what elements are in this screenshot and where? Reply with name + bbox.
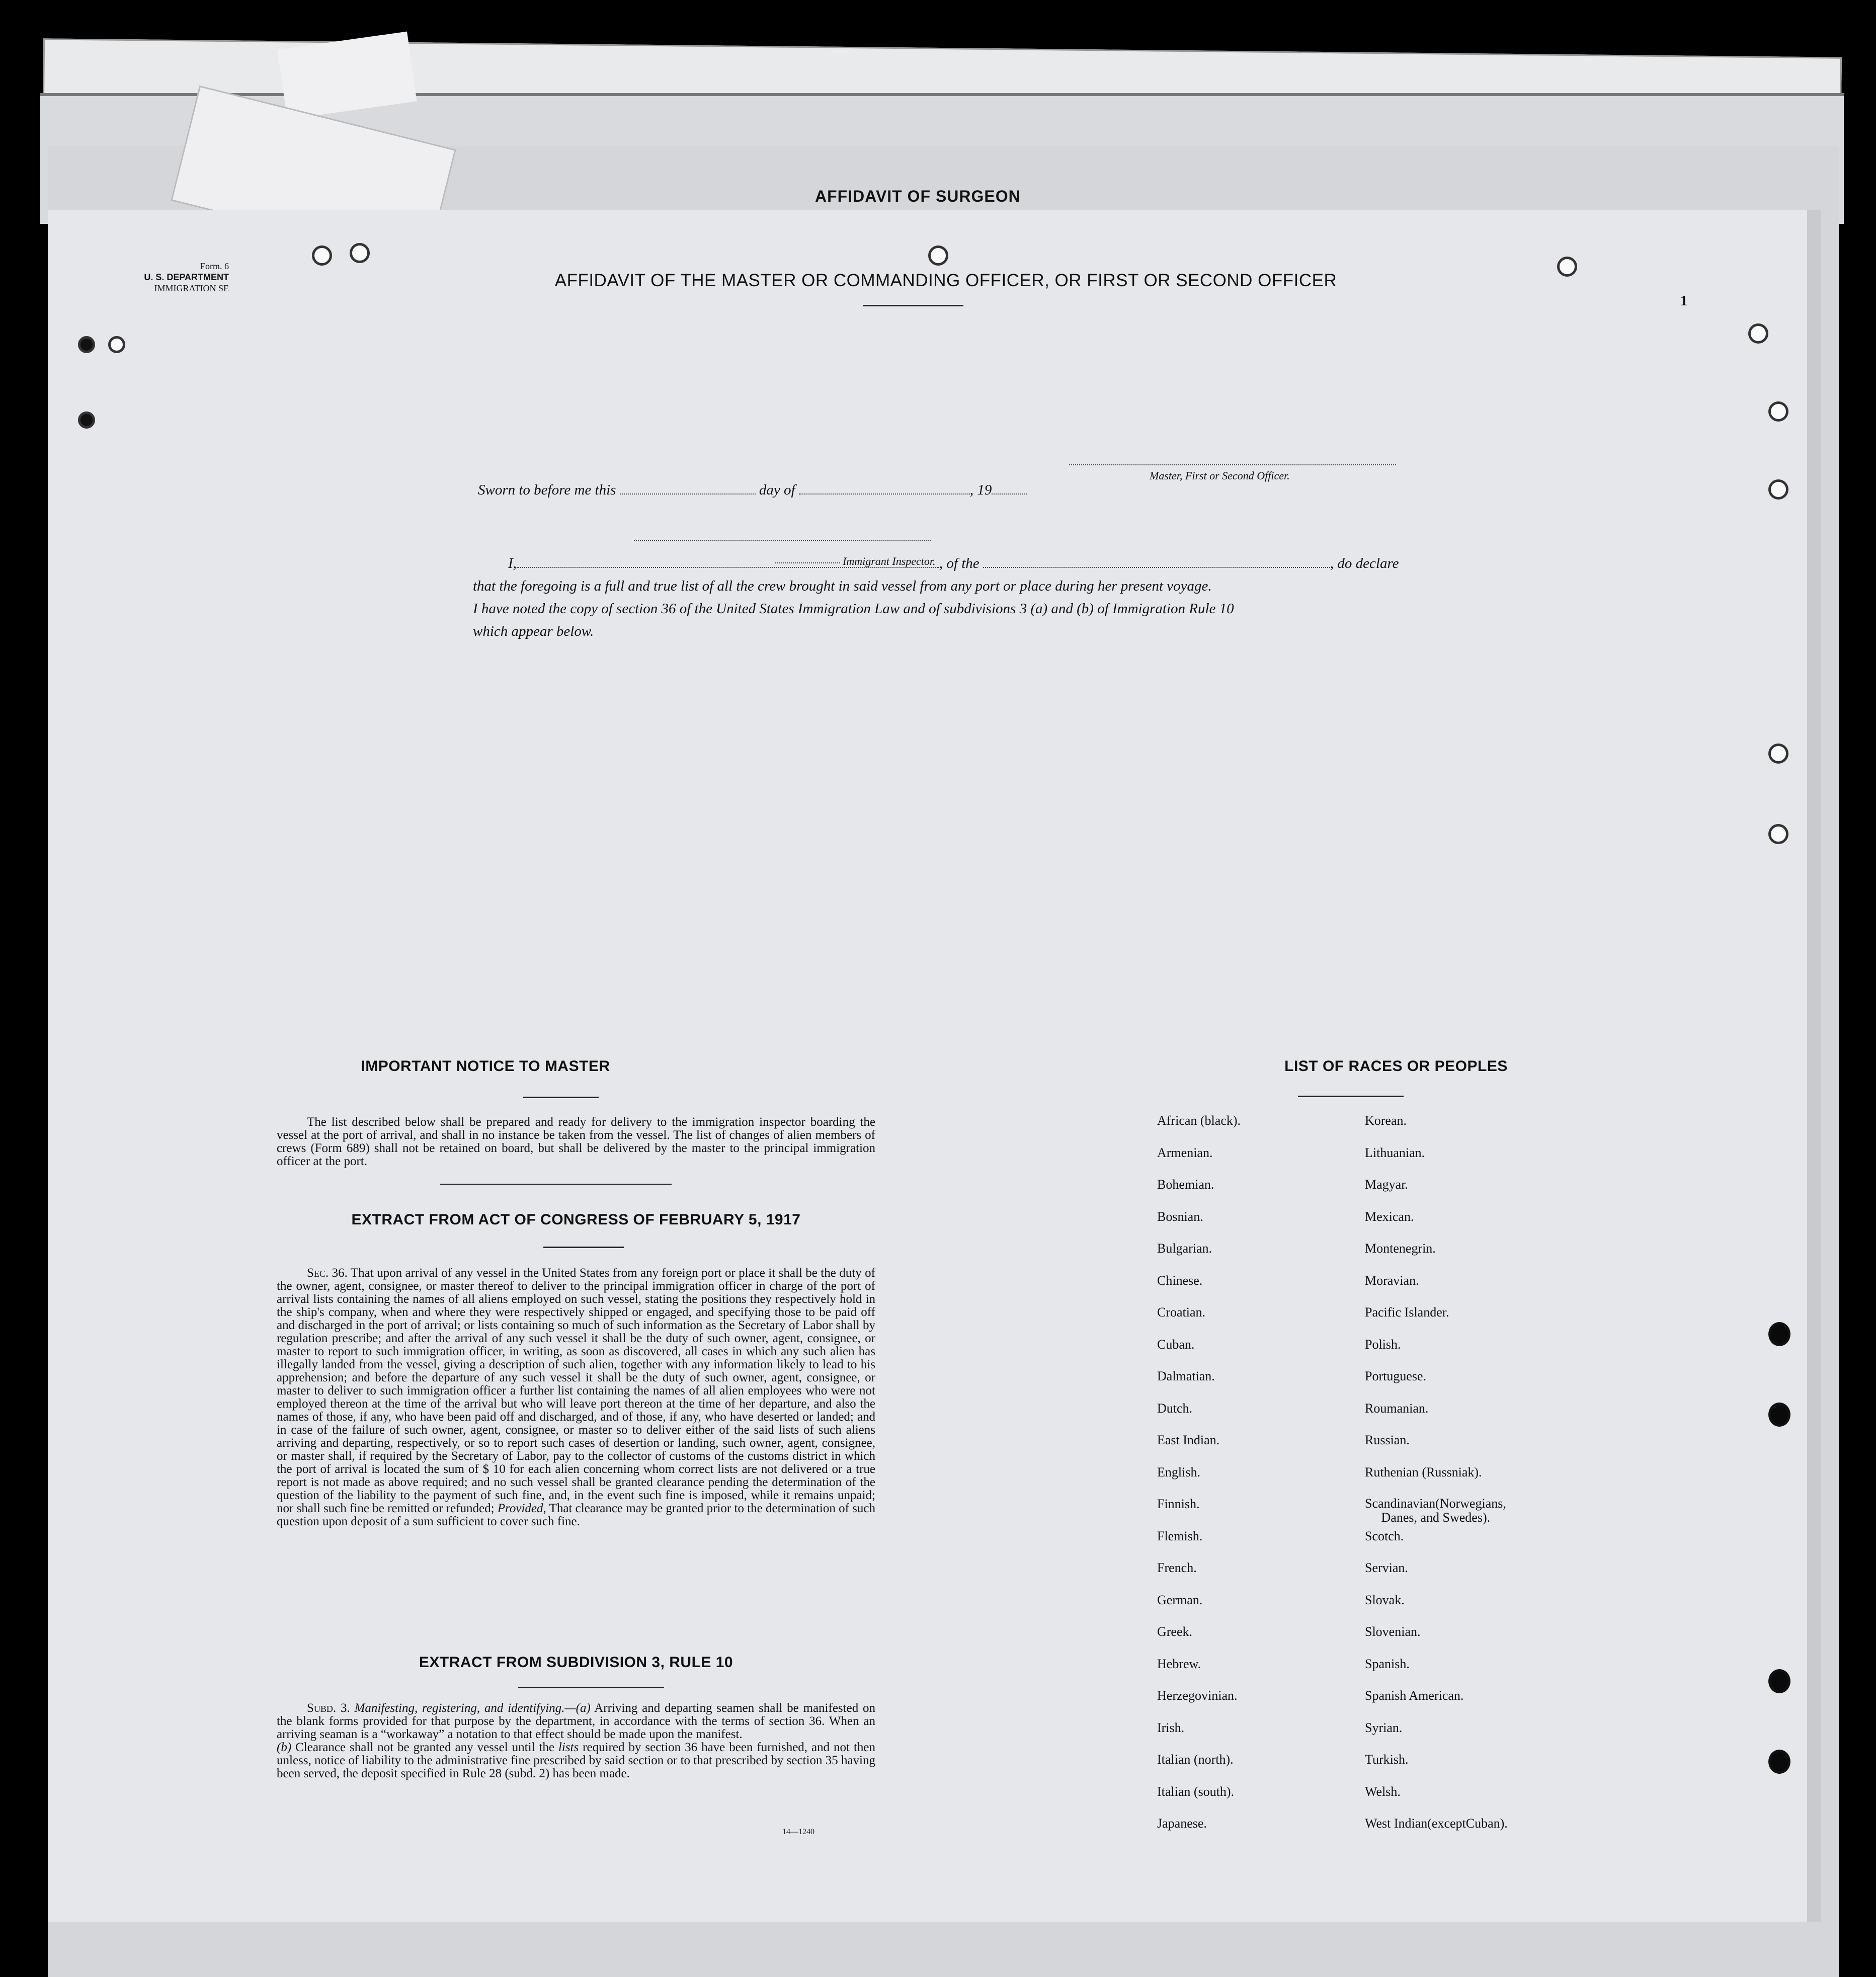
punch-hole-icon [1768, 1322, 1790, 1346]
sworn-year-label: , 19 [969, 482, 992, 498]
race-item: Japanese. [1157, 1816, 1207, 1831]
race-item: Mexican. [1365, 1209, 1414, 1224]
punch-hole-icon [1768, 1669, 1790, 1693]
section-separator [440, 1184, 672, 1185]
race-item: African (black). [1157, 1113, 1241, 1128]
master-caption: Master, First or Second Officer. [1150, 469, 1290, 482]
subd-a-text: Arriving and departing seamen shall be manifested on the blank forms provided for that purpose by the department, in accordance with the terms of section 36. When an arriving seaman is a “workaway” a notation to that effect should be made upon the manifest. [277, 1701, 876, 1741]
declare-do-declare: , do declare [1330, 555, 1399, 571]
service-label: IMMIGRATION SE [154, 283, 229, 293]
race-item: Slovenian. [1365, 1624, 1421, 1639]
race-item: Turkish. [1365, 1752, 1409, 1767]
race-item: Dutch. [1157, 1401, 1193, 1416]
race-item: Italian (south). [1157, 1784, 1235, 1799]
sworn-day-of: day of [759, 482, 795, 498]
race-item: East Indian. [1157, 1433, 1220, 1447]
race-item: French. [1157, 1560, 1197, 1575]
race-item: Pacific Islander. [1365, 1305, 1449, 1320]
punch-hole-icon [1768, 1750, 1790, 1774]
race-item: Moravian. [1365, 1273, 1419, 1288]
form-number: Form. 6 [200, 261, 229, 271]
notice-divider [523, 1097, 599, 1098]
subd-label: Subd. 3. [307, 1701, 350, 1715]
punch-hole-icon [1557, 257, 1577, 277]
sec-36-text: That upon arrival of any vessel in the United States from any foreign port or place it shall be the duty of the owner, agent, consignee, or master thereof to deliver to the principal immigration officer in charge of the port of arrival lists containing the names of all aliens employed on such vessel, stating the positions they respectively hold in the ship's company, when and where they were respectively shipped or engaged, and specifying those to be paid off and discharged in the port of arrival; or lists containing so much of such information as the Secretary of Labor shall by regulation prescribe; and after the arrival of any such vessel it shall be the duty of such owner, agent, consignee, or master to report to such immigration officer, in writing, as soon as discovered, all cases in which any such alien has illegally landed from the vessel, giving a description of such alien, together with any information likely to lead to his apprehension; and before the departure of any such vessel it shall be the duty of such owner, agent, consignee, or master to deliver to such immigration officer a further list containing the names of all alien employees who were not employed thereon at the time of the arrival but who will leave port thereon at the time of her departure, and also the names of those, if any, who have been paid off and discharged, and of those, if any, who have deserted or landed; and in case of the failure of such owner, agent, consignee, or master so to deliver either of the said lists of such aliens arriving and departing, respectively, or so to report such cases of desertion or landing, such owner, agent, consignee, or master shall, if required by the Secretary of Labor, pay to the collector of customs of the customs district in which the port of arrival is located the sum of $ 10 for each alien concerning whom correct lists are not delivered or a true report is not made as above required; and no such vessel shall be granted clearance pending the determination of the question of the liability to the payment of such fine, and, in the event such fine is imposed, while it remains unpaid; nor shall such fine be remitted or refunded; [277, 1266, 875, 1515]
punch-hole-icon [108, 336, 125, 353]
race-item: Korean. [1365, 1113, 1407, 1128]
punch-hole-icon [1748, 323, 1768, 344]
race-item: Russian. [1365, 1433, 1410, 1447]
punch-hole-icon [312, 245, 332, 266]
sworn-line [478, 482, 1027, 499]
race-item: Spanish. [1365, 1656, 1410, 1671]
sheet-number: 1 [1680, 293, 1687, 309]
inspector-lead-line [775, 562, 840, 563]
subd-b-text-1: Clearance shall not be granted any vessel until the [295, 1741, 554, 1754]
subd-b-label: (b) [277, 1741, 292, 1754]
affidavit-title: AFFIDAVIT OF THE MASTER OR COMMANDING OFFICER, OR FIRST OR SECOND OFFICER [554, 271, 1337, 290]
sworn-month-field[interactable] [799, 493, 970, 495]
punch-hole-icon [78, 336, 95, 353]
race-item: Servian. [1365, 1560, 1408, 1575]
race-item: Greek. [1157, 1624, 1193, 1639]
race-item: Spanish American. [1365, 1688, 1464, 1703]
act-extract-title: EXTRACT FROM ACT OF CONGRESS OF FEBRUARY 5, 1917 [351, 1211, 801, 1228]
race-item: Armenian. [1157, 1145, 1213, 1160]
race-item: Polish. [1365, 1337, 1401, 1352]
provided-label: Provided, [497, 1502, 546, 1515]
race-item: Lithuanian. [1365, 1145, 1425, 1160]
race-item: Syrian. [1365, 1720, 1403, 1735]
race-item: Slovak. [1365, 1592, 1405, 1607]
races-title: LIST OF RACES OR PEOPLES [1284, 1058, 1508, 1075]
race-item: Herzegovinian. [1157, 1688, 1238, 1703]
declare-line-3: I have noted the copy of section 36 of the United States Immigration Law and of subdivisions 3 (a) and (b) of Immigration Rule 10 [473, 601, 1234, 617]
provided-text: That clearance may be granted prior to the determination of such question upon deposit of a sum sufficient to cover such fine. [277, 1502, 875, 1528]
race-item: Bohemian. [1157, 1177, 1214, 1192]
race-item: Ruthenian (Russniak). [1365, 1464, 1482, 1479]
punch-hole-icon [1768, 1403, 1790, 1427]
race-item: Hebrew. [1157, 1656, 1201, 1671]
race-item: Croatian. [1157, 1305, 1206, 1320]
race-item: Finnish. [1157, 1497, 1200, 1511]
punch-hole-icon [1768, 401, 1788, 422]
rule-extract-body [277, 1702, 875, 1780]
notice-body: The list described below shall be prepared and ready for delivery to the immigration inspector boarding the vessel at the port of arrival, and shall in no instance be taken from the vessel. The list of changes of alien members of crews (Form 689) shall not be retained on board, but shall be delivered by the master to the principal immigration officer at the port. [277, 1115, 875, 1168]
rule-extract-divider [518, 1687, 664, 1688]
declare-i: I, [508, 555, 517, 571]
race-item: Portuguese. [1365, 1369, 1427, 1383]
act-extract-body [277, 1267, 875, 1528]
race-item: Bulgarian. [1157, 1241, 1212, 1256]
master-signature-field[interactable] [1069, 464, 1396, 465]
inspector-caption: Immigrant Inspector. [843, 555, 936, 567]
department-label: U. S. DEPARTMENT [144, 272, 229, 282]
act-extract-divider [543, 1247, 624, 1248]
race-item: Italian (north). [1157, 1752, 1234, 1767]
punch-hole-icon [1768, 479, 1788, 500]
race-item: Bosnian. [1157, 1209, 1203, 1224]
surgeon-affidavit-title: AFFIDAVIT OF SURGEON [815, 187, 1021, 205]
race-item: Scandinavian(Norwegians, Danes, and Swedes). [1365, 1496, 1506, 1525]
declare-of-the: , of the [939, 555, 980, 571]
sworn-prefix: Sworn to before me this [478, 482, 616, 498]
punch-hole-icon [928, 245, 948, 266]
sworn-day-field[interactable] [620, 493, 756, 495]
sec-36-label: Sec. 36. [307, 1266, 348, 1280]
declare-line-2: that the foregoing is a full and true list of all the crew brought in said vessel from any port or place during her present voyage. [473, 578, 1212, 594]
race-item: Dalmatian. [1157, 1369, 1215, 1383]
race-item: Montenegrin. [1365, 1241, 1436, 1256]
race-item: English. [1157, 1464, 1200, 1479]
race-item: Cuban. [1157, 1337, 1195, 1352]
race-item: Roumanian. [1365, 1401, 1429, 1416]
subd-heading: Manifesting, registering, and identifying.—(a) [354, 1701, 591, 1715]
race-item: Irish. [1157, 1720, 1185, 1735]
crew-list-form-page [48, 210, 1821, 1922]
vessel-name-field[interactable] [983, 567, 1330, 568]
print-code: 14—1240 [782, 1828, 814, 1836]
races-divider [1298, 1096, 1404, 1097]
punch-hole-icon [1768, 824, 1788, 844]
declaration-text [473, 552, 1454, 643]
punch-hole-icon [350, 243, 370, 263]
punch-hole-icon [78, 411, 95, 429]
race-item: West Indian(exceptCuban). [1365, 1816, 1508, 1831]
rule-extract-title: EXTRACT FROM SUBDIVISION 3, RULE 10 [419, 1654, 733, 1671]
subd-b-lists: lists [558, 1741, 579, 1754]
punch-hole-icon [1768, 744, 1788, 764]
race-item: Magyar. [1365, 1177, 1408, 1192]
race-item: Flemish. [1157, 1528, 1203, 1543]
race-item: Welsh. [1365, 1784, 1401, 1799]
race-item: German. [1157, 1592, 1203, 1607]
notice-title: IMPORTANT NOTICE TO MASTER [361, 1058, 610, 1075]
declare-line-4: which appear below. [473, 623, 594, 639]
inspector-signature-field[interactable] [634, 540, 931, 541]
subd-b-text-2: required by section 36 have been furnished, and not then unless, notice of liability to the administrative fine prescribed by said section or to that prescribed by section 35 having been served, the deposit specified in Rule 28 (subd. 2) has been made. [277, 1741, 875, 1780]
race-item: Chinese. [1157, 1273, 1203, 1288]
race-item: Scotch. [1365, 1528, 1404, 1543]
title-divider [863, 305, 963, 306]
sworn-year-field[interactable] [992, 493, 1027, 495]
